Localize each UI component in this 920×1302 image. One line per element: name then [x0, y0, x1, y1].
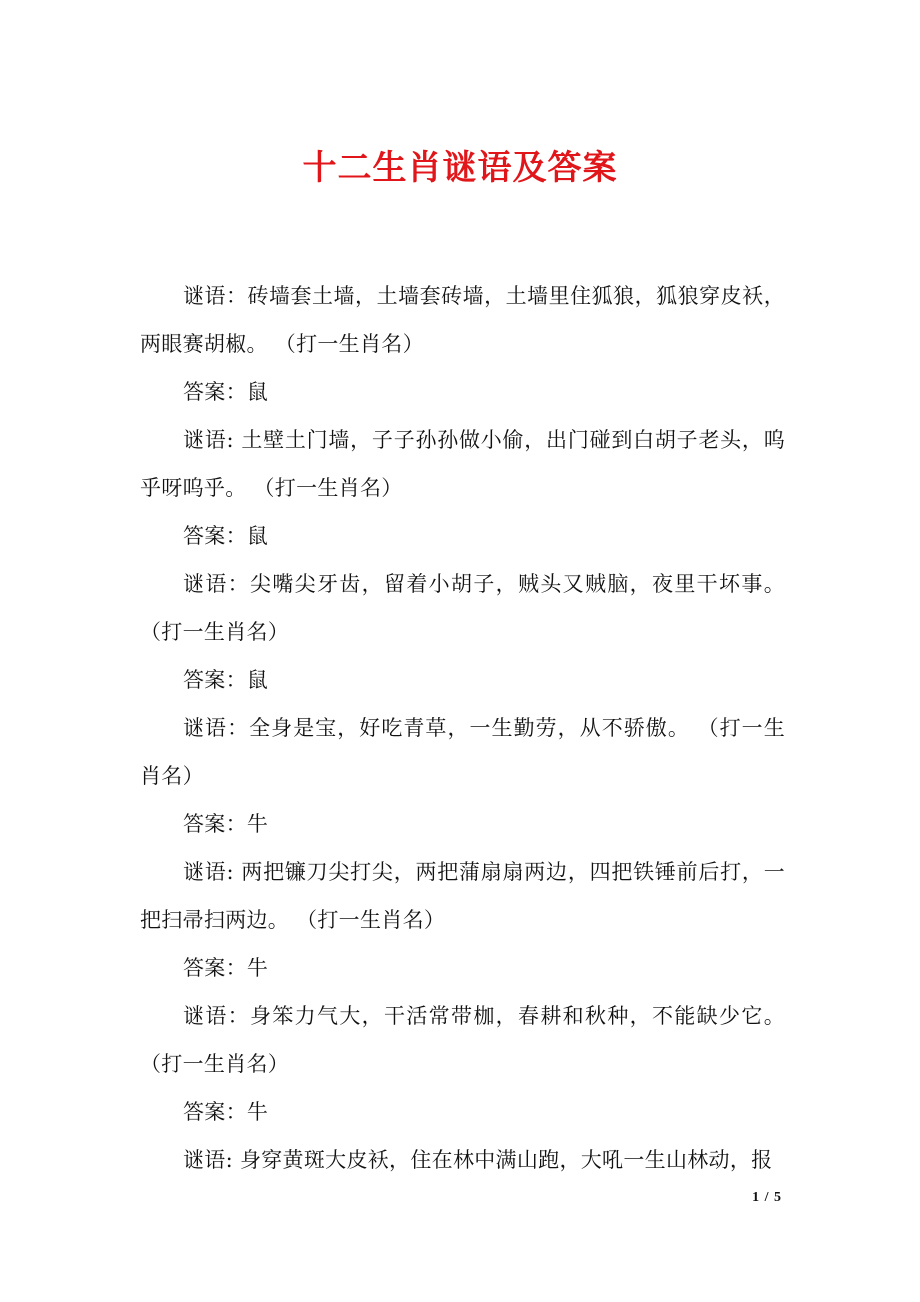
page-number: 1 / 5: [752, 1190, 782, 1205]
answer-paragraph: 答案：牛: [183, 956, 269, 980]
answer-paragraph: 答案：鼠: [183, 668, 269, 692]
riddle-paragraph: 谜语：尖嘴尖牙齿，留着小胡子，贼头又贼脑，夜里干坏事。 （打一生肖名）: [140, 572, 785, 644]
riddle-paragraph: 谜语: 土壁土门墙，子子孙孙做小偷，出门碰到白胡子老头，呜乎呀呜乎。 （打一生肖名）: [140, 428, 785, 500]
answer-paragraph: 答案：牛: [183, 1100, 269, 1124]
answer-paragraph: 答案：牛: [183, 812, 269, 836]
riddle-paragraph: 谜语：身笨力气大，干活常带枷，春耕和秋种，不能缺少它。 （打一生肖名）: [140, 1004, 785, 1076]
answer-paragraph: 答案：鼠: [183, 524, 269, 548]
document-body: [140, 272, 785, 1184]
answer-paragraph: 答案：鼠: [183, 380, 269, 404]
riddle-paragraph: 谜语: 两把镰刀尖打尖，两把蒲扇扇两边，四把铁锤前后打，一把扫帚扫两边。 （打一生肖名）: [140, 860, 785, 932]
riddle-paragraph: 谜语：砖墙套土墙，土墙套砖墙，土墙里住狐狼，狐狼穿皮袄，两眼赛胡椒。 （打一生肖名）: [140, 284, 785, 356]
document-title: 十二生肖谜语及答案: [302, 148, 618, 188]
riddle-paragraph: 谜语：全身是宝，好吃青草，一生勤劳，从不骄傲。 （打一生肖名）: [140, 716, 785, 788]
riddle-paragraph: 谜语: 身穿黄斑大皮袄，住在林中满山跑，大吼一生山林动，报: [183, 1148, 773, 1172]
